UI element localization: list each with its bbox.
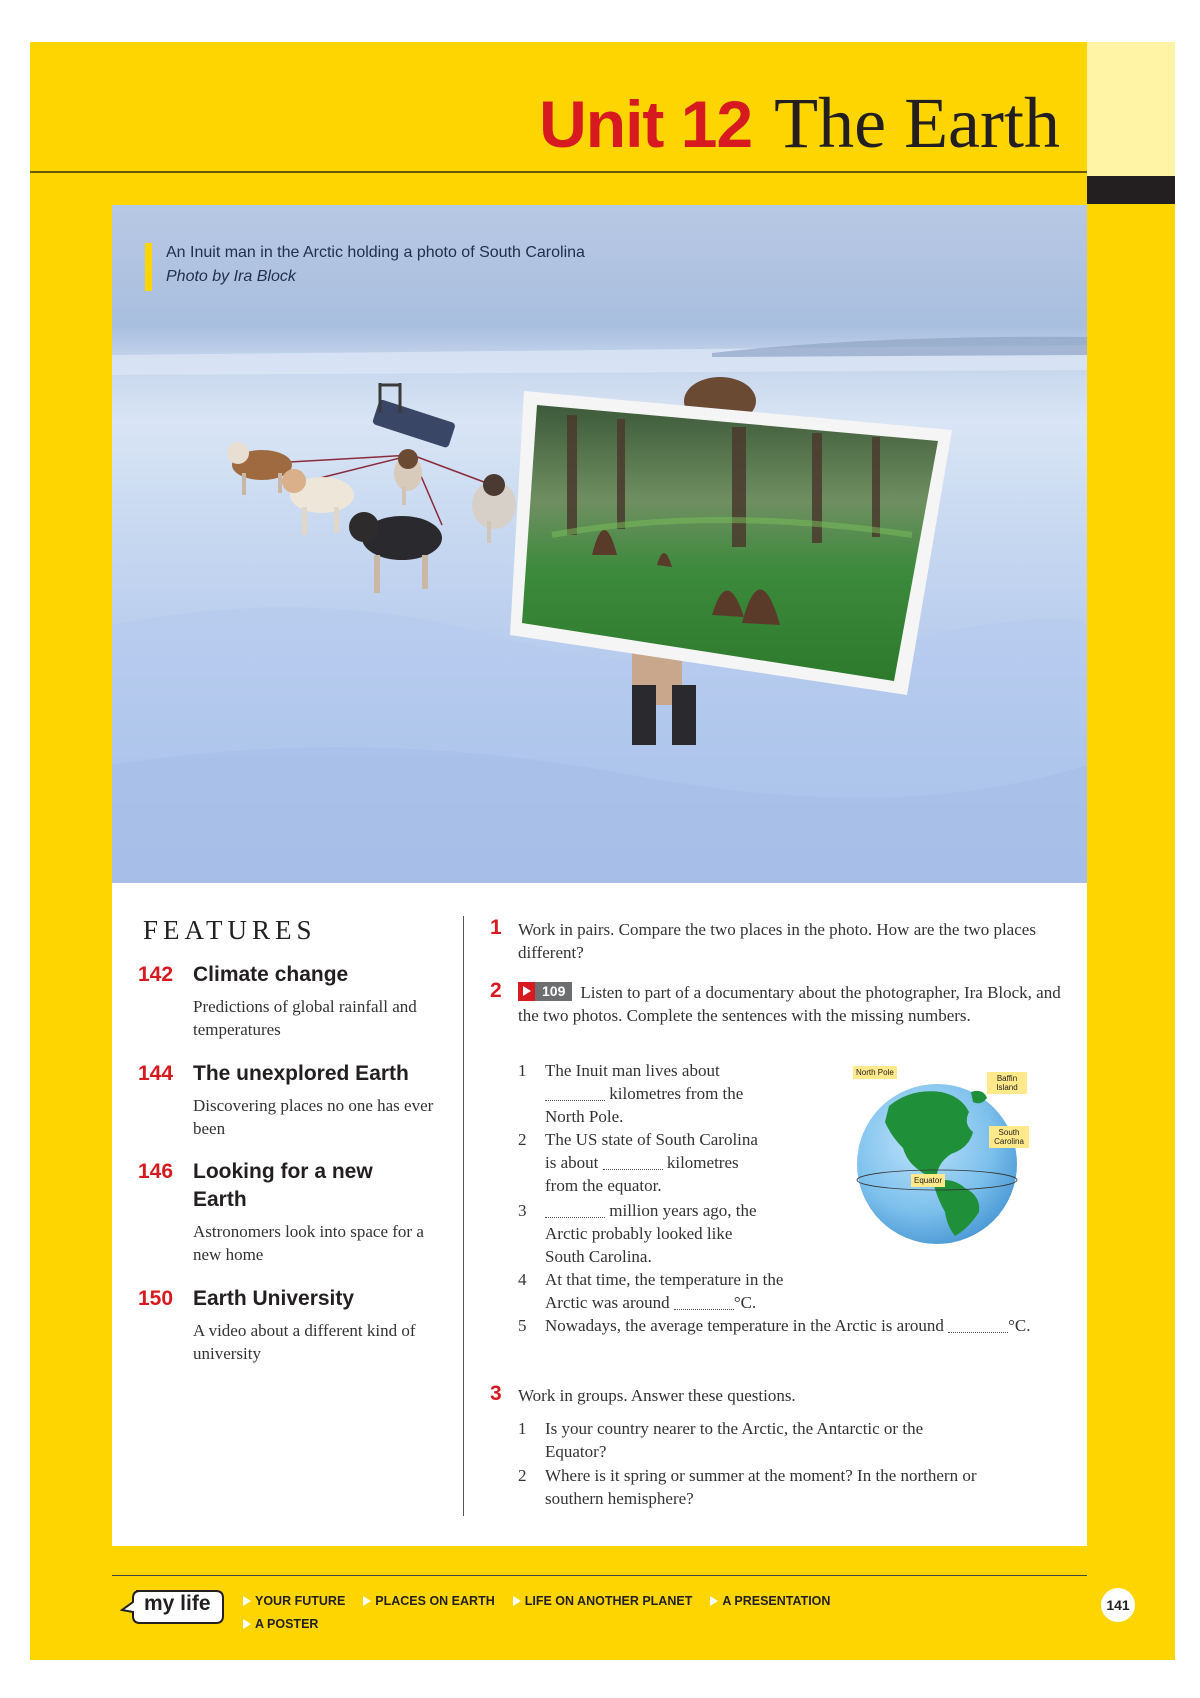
list-item bbox=[518, 1314, 1063, 1337]
skill-label: YOUR FUTURE bbox=[255, 1594, 346, 1608]
feature-page: 150 bbox=[138, 1287, 174, 1310]
list-item bbox=[518, 1268, 828, 1314]
page-tab-marker bbox=[1087, 176, 1175, 204]
arrow-icon bbox=[243, 1619, 251, 1629]
item-text: Where is it spring or summer at the moment? In the northern or southern hemisphere? bbox=[545, 1466, 977, 1508]
skill-label: LIFE ON ANOTHER PLANET bbox=[524, 1594, 693, 1608]
item-number: 3 bbox=[518, 1201, 527, 1220]
item-text: °C. bbox=[1008, 1316, 1031, 1335]
globe-map bbox=[841, 1066, 1037, 1246]
exercise-number: 2 bbox=[490, 979, 502, 1002]
skill-item[interactable] bbox=[710, 1590, 830, 1613]
feature-title: The unexplored Earth bbox=[193, 1062, 409, 1085]
label-equator: Equator bbox=[911, 1174, 945, 1187]
content-panel bbox=[112, 883, 1087, 1546]
play-icon bbox=[518, 982, 535, 1001]
feature-title: Looking for a new Earth bbox=[193, 1160, 373, 1211]
item-number: 2 bbox=[518, 1466, 527, 1485]
photo-caption bbox=[166, 241, 585, 289]
list-item bbox=[518, 1464, 988, 1510]
features-heading: FEATURES bbox=[143, 915, 317, 945]
feature-title: Earth University bbox=[193, 1287, 355, 1310]
item-text: The Inuit man lives about bbox=[545, 1061, 720, 1080]
exercise-2 bbox=[490, 979, 1063, 1027]
exercise-text: Listen to part of a documentary about the photographer, Ira Block, and the two photos. Complete the sentences with the missing numbers. bbox=[518, 983, 1061, 1025]
arctic-scene-illustration bbox=[112, 205, 1087, 883]
unit-number: Unit 12 bbox=[539, 87, 753, 161]
feature-title: Climate change bbox=[193, 963, 349, 986]
exercise-number: 1 bbox=[490, 916, 502, 939]
label-north-pole: North Pole bbox=[853, 1066, 897, 1079]
feature-page: 142 bbox=[138, 963, 174, 986]
item-number: 5 bbox=[518, 1316, 527, 1335]
exercise-text: Work in pairs. Compare the two places in the photo. How are the two places different? bbox=[518, 920, 1036, 962]
arrow-icon bbox=[710, 1596, 718, 1606]
answer-blank[interactable] bbox=[674, 1296, 734, 1310]
audio-track-number: 109 bbox=[535, 982, 572, 1001]
my-life-label: my life bbox=[144, 1592, 211, 1615]
item-number: 2 bbox=[518, 1130, 527, 1149]
feature-item[interactable] bbox=[138, 961, 438, 1041]
label-south-carolina: South Carolina bbox=[989, 1126, 1029, 1148]
skill-label: PLACES ON EARTH bbox=[375, 1594, 495, 1608]
page-tab bbox=[1087, 42, 1175, 176]
exercise-3 bbox=[490, 1382, 1063, 1407]
skill-item[interactable] bbox=[513, 1590, 693, 1613]
cover-photo bbox=[112, 205, 1087, 883]
item-number: 1 bbox=[518, 1061, 527, 1080]
arrow-icon bbox=[243, 1596, 251, 1606]
list-item bbox=[518, 1199, 763, 1268]
caption-text: An Inuit man in the Arctic holding a photo of South Carolina bbox=[166, 244, 585, 261]
exercise-1 bbox=[490, 916, 1063, 964]
item-text: kilometres from the equator. bbox=[545, 1153, 739, 1195]
arrow-icon bbox=[363, 1596, 371, 1606]
skill-label: A POSTER bbox=[255, 1617, 319, 1631]
list-item bbox=[518, 1417, 988, 1463]
feature-item[interactable] bbox=[138, 1285, 438, 1365]
feature-description: Discovering places no one has ever been bbox=[193, 1096, 434, 1138]
answer-blank[interactable] bbox=[545, 1204, 605, 1218]
feature-description: Predictions of global rainfall and temperatures bbox=[193, 997, 417, 1039]
title-rule bbox=[30, 171, 1087, 173]
list-item bbox=[518, 1059, 763, 1128]
item-text: At that time, the temperature in the Arctic was around bbox=[545, 1270, 784, 1312]
caption-marker bbox=[145, 243, 152, 291]
skill-label: A PRESENTATION bbox=[722, 1594, 831, 1608]
page-number: 141 bbox=[1101, 1588, 1135, 1622]
item-text: The US state of South Carolina is about bbox=[545, 1130, 758, 1172]
item-text: million years ago, the Arctic probably looked like South Carolina. bbox=[545, 1201, 757, 1266]
skill-item[interactable] bbox=[243, 1613, 318, 1636]
exercise-number: 3 bbox=[490, 1382, 502, 1405]
item-number: 1 bbox=[518, 1419, 527, 1438]
answer-blank[interactable] bbox=[948, 1319, 1008, 1333]
footer-rule bbox=[112, 1575, 1087, 1576]
unit-title: The Earth bbox=[774, 83, 1060, 163]
list-item bbox=[518, 1128, 763, 1197]
feature-page: 144 bbox=[138, 1062, 174, 1085]
item-text: kilometres from the North Pole. bbox=[545, 1084, 744, 1126]
arrow-icon bbox=[513, 1596, 521, 1606]
item-text: Is your country nearer to the Arctic, the Antarctic or the Equator? bbox=[545, 1419, 924, 1461]
feature-item[interactable] bbox=[138, 1158, 438, 1266]
exercise-text: Work in groups. Answer these questions. bbox=[518, 1386, 796, 1405]
feature-item[interactable] bbox=[138, 1060, 438, 1140]
item-text: °C. bbox=[733, 1293, 757, 1312]
feature-description: Astronomers look into space for a new home bbox=[193, 1222, 424, 1264]
skill-item[interactable] bbox=[363, 1590, 494, 1613]
label-baffin-island: Baffin Island bbox=[987, 1072, 1027, 1094]
feature-page: 146 bbox=[138, 1160, 174, 1183]
item-number: 4 bbox=[518, 1270, 527, 1289]
unit-heading bbox=[539, 82, 1060, 162]
photo-credit: Photo by Ira Block bbox=[166, 268, 296, 285]
skill-item[interactable] bbox=[243, 1590, 345, 1613]
item-text: Nowadays, the average temperature in the Arctic is around bbox=[545, 1316, 944, 1335]
feature-description: A video about a different kind of university bbox=[193, 1321, 416, 1363]
column-divider bbox=[463, 916, 464, 1516]
answer-blank[interactable] bbox=[545, 1087, 605, 1101]
answer-blank[interactable] bbox=[603, 1156, 663, 1170]
audio-track-button[interactable] bbox=[518, 982, 572, 1001]
skills-list bbox=[243, 1590, 963, 1636]
